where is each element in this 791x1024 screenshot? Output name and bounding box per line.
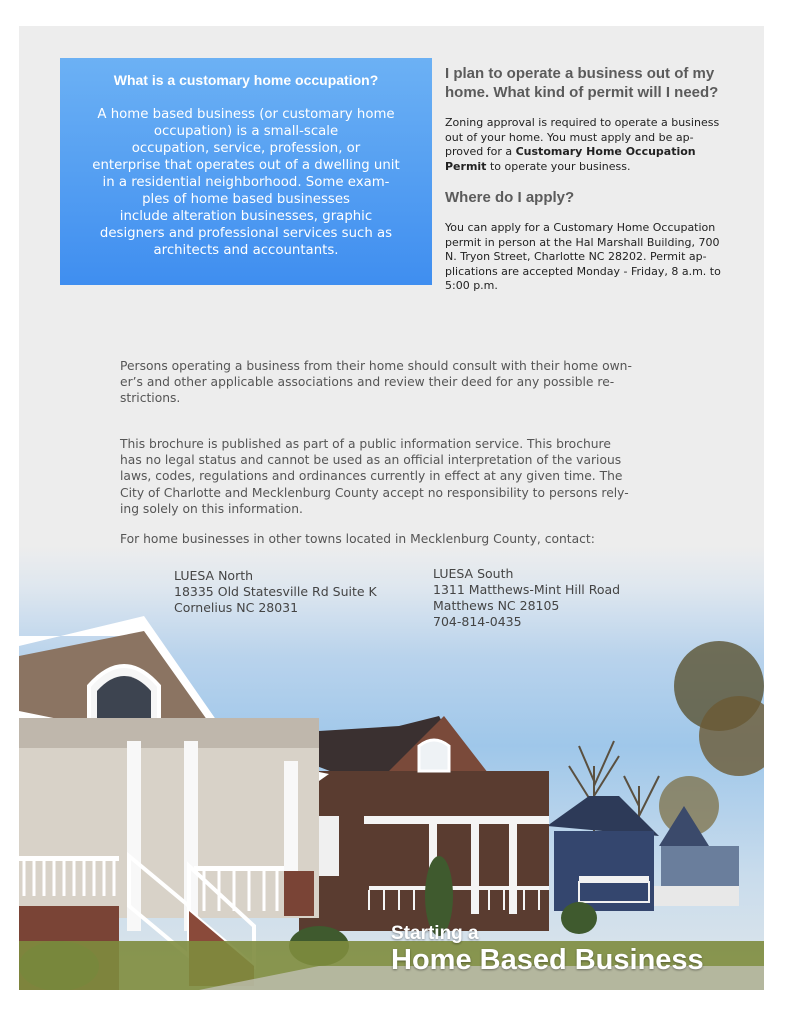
definition-heading: What is a customary home occupation? (113, 72, 379, 88)
permit-line: to operate your business. (486, 159, 631, 173)
house-blue (547, 796, 659, 911)
definition-line: include alteration businesses, graphic (119, 209, 373, 224)
apply-line: permit in person at the Hal Marshall Building, 700 (445, 235, 720, 249)
apply-heading: Where do I apply? (445, 189, 575, 206)
disclaimer-line: ing solely on this information. (120, 501, 303, 516)
definition-text (74, 106, 418, 259)
disclaimer-line: City of Charlotte and Mecklenburg County accept no responsibility to persons rely- (120, 485, 629, 500)
tree-right (659, 641, 764, 836)
definition-line: ples of home based businesses (142, 192, 350, 207)
apply-line: N. Tryon Street, Charlotte NC 28202. Permit ap- (445, 250, 707, 263)
apply-line: 5:00 p.m. (445, 279, 498, 292)
permit-line: proved for a (445, 145, 516, 158)
consult-line: er’s and other applicable associations and review their deed for any possible re- (120, 375, 615, 390)
contact-intro: For home businesses in other towns located in Mecklenburg County, contact: (120, 532, 595, 546)
apply-text (445, 221, 745, 294)
luesa-north-address (174, 568, 377, 616)
definition-line: occupation) is a small-scale (153, 124, 339, 139)
address-line: LUESA South (433, 566, 514, 581)
disclaimer-paragraph (120, 436, 665, 517)
address-line: LUESA North (174, 568, 254, 583)
permit-line: out of your home. You must apply and be ap- (445, 130, 694, 144)
consult-paragraph (120, 358, 665, 407)
permit-heading-line: home. What kind of permit will I need? (445, 84, 719, 101)
permit-line: Zoning approval is required to operate a business (445, 116, 720, 129)
permit-heading-line: I plan to operate a business out of my (445, 65, 715, 82)
permit-name-bold: Customary Home Occupation (515, 145, 696, 158)
definition-box (60, 58, 432, 285)
apply-line: plications are accepted Monday - Friday, 8 a.m. to (445, 264, 721, 278)
title-small: Starting a (391, 923, 479, 944)
consult-line: Persons operating a business from their home should consult with their home own- (120, 359, 632, 373)
brochure-page (19, 26, 764, 990)
address-line: 18335 Old Statesville Rd Suite K (174, 584, 377, 599)
definition-line: occupation, service, profession, or (131, 141, 361, 156)
luesa-south-address (433, 566, 620, 630)
address-line: Matthews NC 28105 (433, 598, 560, 613)
address-line: 1311 Matthews-Mint Hill Road (433, 582, 621, 597)
right-column (445, 64, 745, 294)
apply-line: You can apply for a Customary Home Occupation (445, 221, 716, 234)
title-big: Home Based Business (391, 944, 704, 976)
disclaimer-line: This brochure is published as part of a public information service. This brochure (120, 437, 611, 451)
definition-line: designers and professional services such as (99, 226, 393, 241)
permit-text (445, 116, 745, 174)
consult-line: strictions. (120, 391, 181, 406)
house-left (19, 616, 329, 990)
permit-heading (445, 64, 745, 102)
disclaimer-line: laws, codes, regulations and ordinances currently in effect at any given time. The (120, 469, 623, 484)
definition-line: A home based business (or customary home (97, 107, 395, 122)
definition-line: enterprise that operates out of a dwelling unit (92, 158, 400, 173)
definition-line: in a residential neighborhood. Some exam- (102, 175, 390, 190)
phone-number: 704-814-0435 (433, 614, 522, 629)
address-line: Cornelius NC 28031 (174, 600, 299, 615)
brochure-title (391, 924, 704, 976)
definition-line: architects and accountants. (153, 243, 339, 258)
permit-name-bold: Permit (445, 159, 487, 173)
disclaimer-line: has no legal status and cannot be used as an official interpretation of the various (120, 453, 622, 468)
